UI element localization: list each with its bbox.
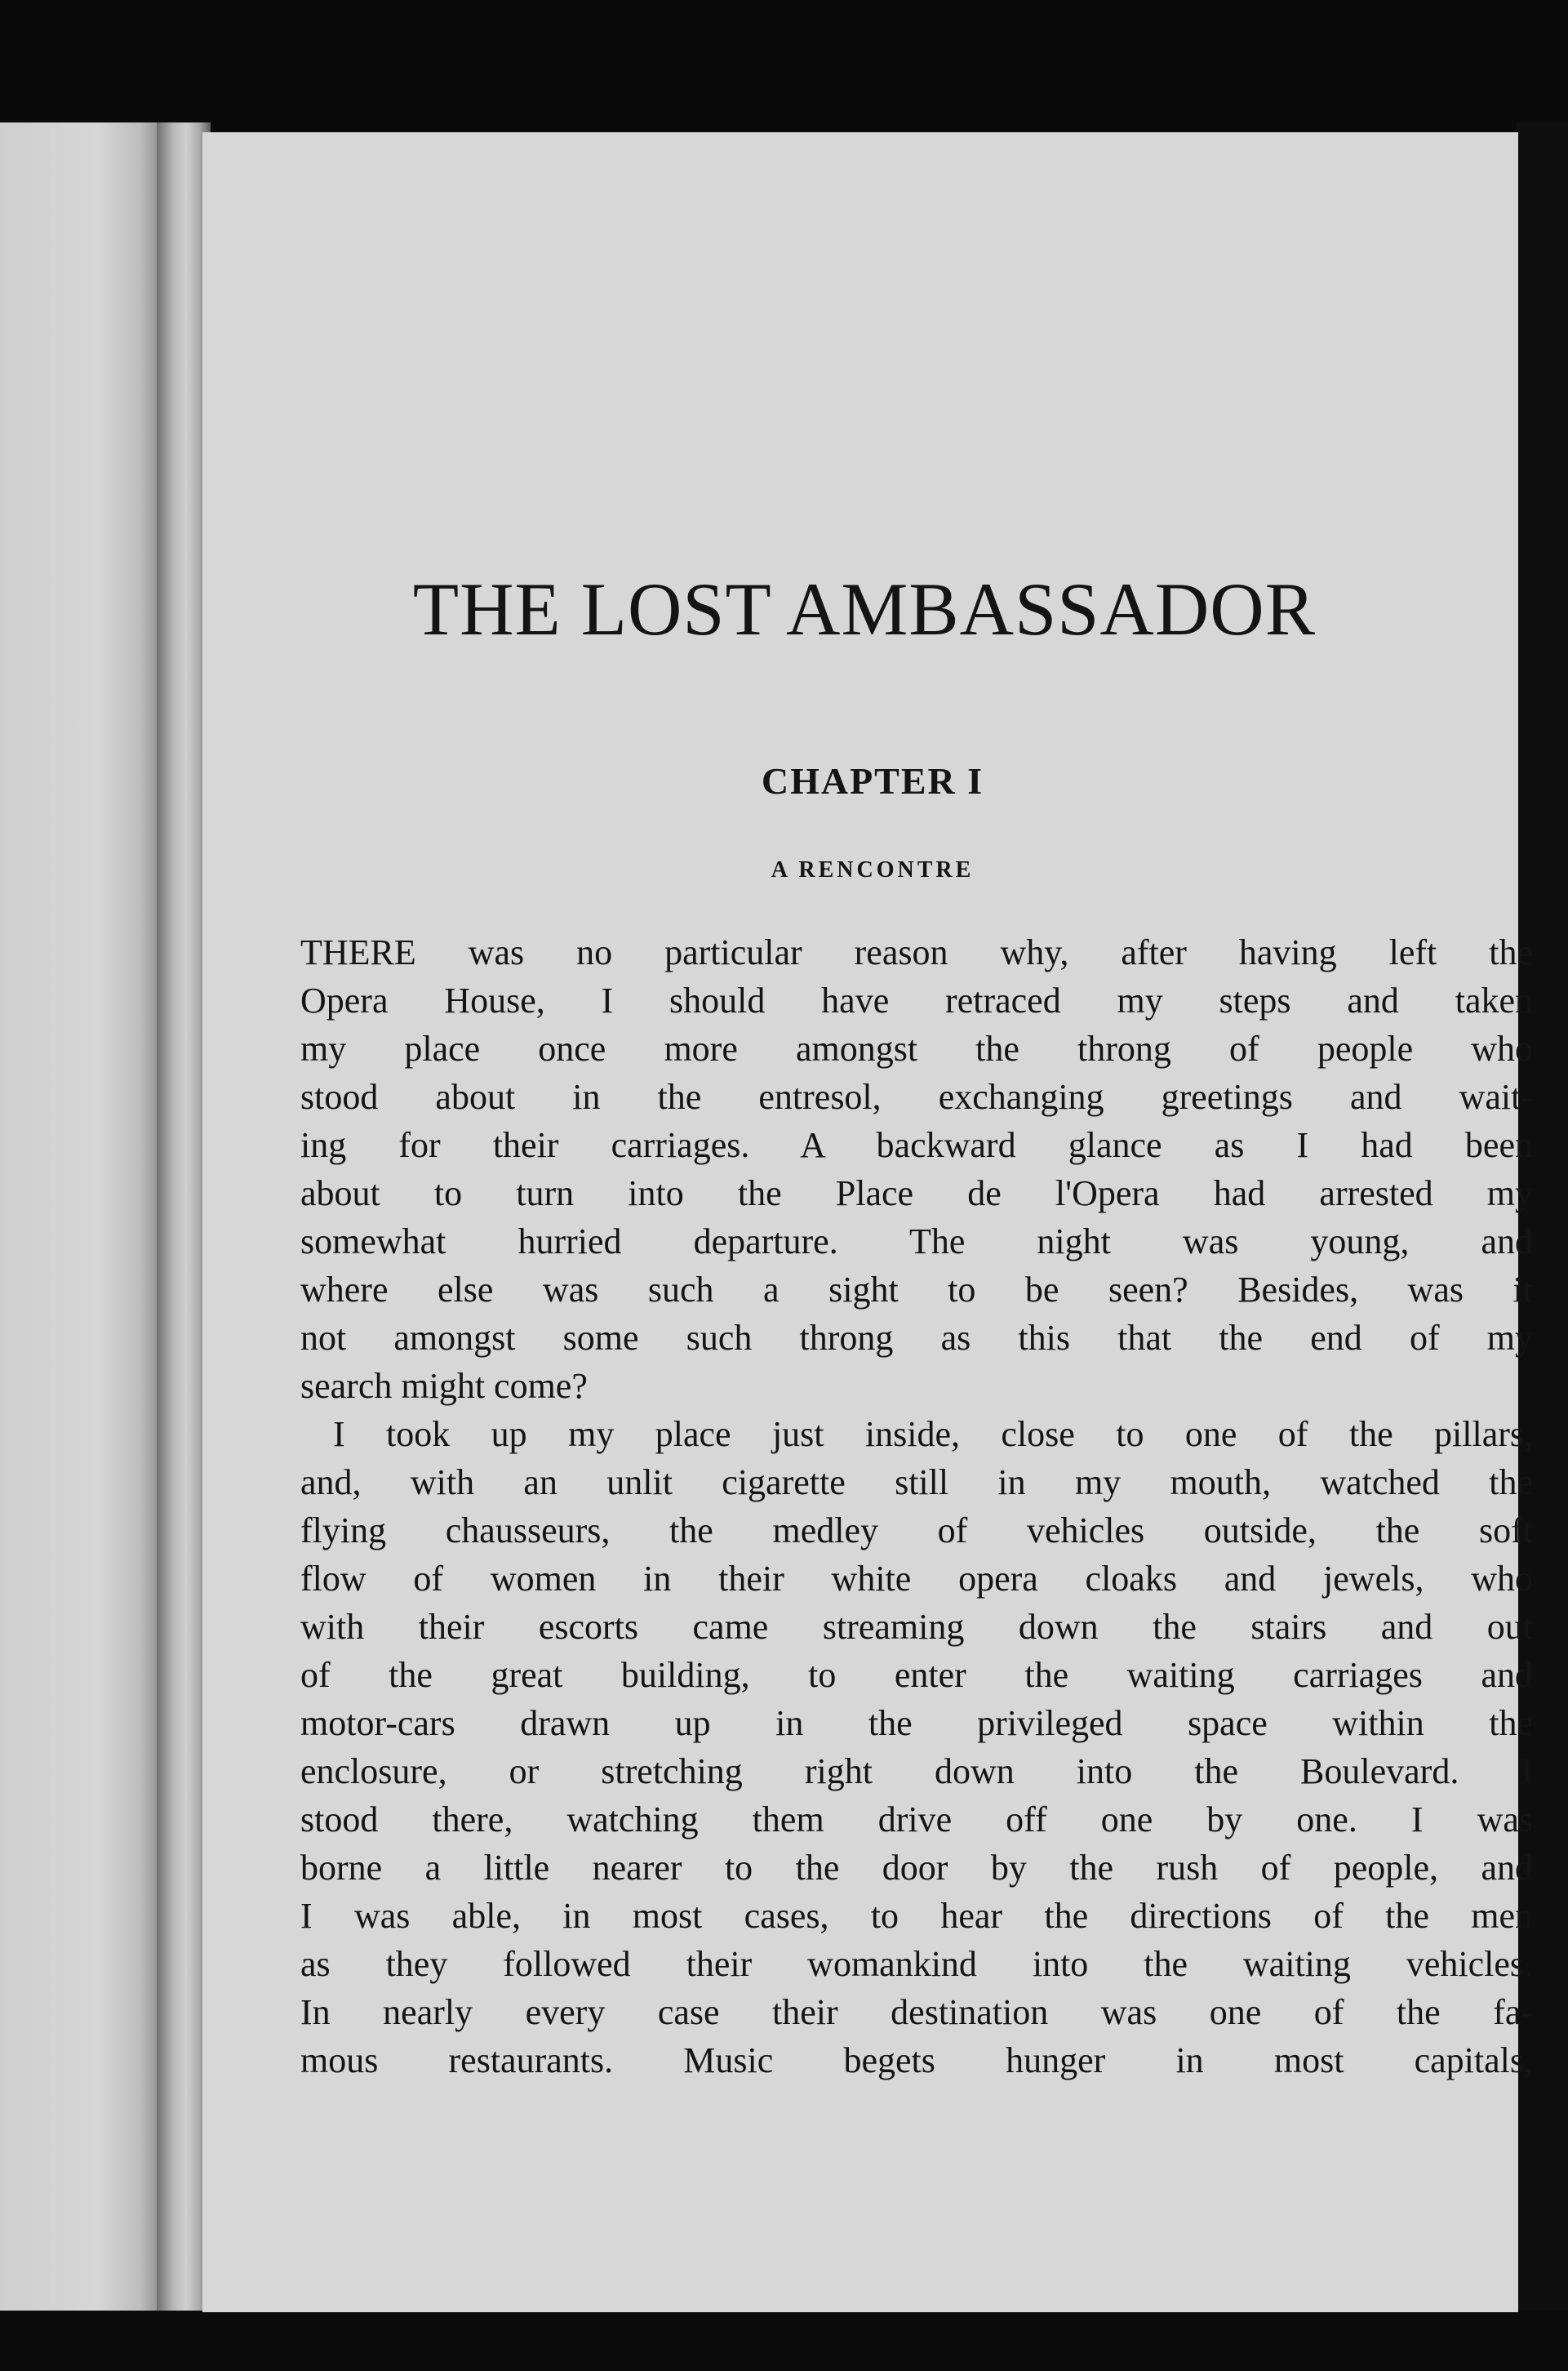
- text-line: search might come?: [300, 1366, 588, 1406]
- chapter-subtitle: A RENCONTRE: [771, 857, 975, 883]
- text-line: of the great building, to enter the waiting carriages and: [300, 1655, 1533, 1695]
- text-line: and, with an unlit cigarette still in my mouth, watched the: [300, 1462, 1533, 1502]
- text-line: about to turn into the Place de l'Opera had arrested my: [300, 1173, 1533, 1213]
- chapter-heading: CHAPTER I: [761, 760, 984, 802]
- text-line: In nearly every case their destination was one of the fa-: [300, 1992, 1533, 2032]
- text-line: stood about in the entresol, exchanging greetings and wait-: [300, 1077, 1533, 1117]
- text-line: my place once more amongst the throng of people who: [300, 1029, 1533, 1069]
- scan-top-border: [0, 0, 1568, 131]
- book-page: [202, 132, 1533, 2312]
- text-line: not amongst some such throng as this that the end of my: [300, 1318, 1533, 1358]
- text-line: Opera House, I should have retraced my steps and taken: [300, 981, 1533, 1021]
- chapter-body: [300, 928, 1533, 2084]
- text-line: flow of women in their white opera cloaks and jewels, who: [300, 1559, 1533, 1599]
- text-line: somewhat hurried departure. The night was young, and: [300, 1221, 1533, 1261]
- text-line: I was able, in most cases, to hear the directions of the men: [300, 1896, 1533, 1936]
- text-line: THERE was no particular reason why, after having left the: [300, 932, 1533, 972]
- text-line: where else was such a sight to be seen? Besides, was it: [300, 1270, 1533, 1310]
- text-line: I took up my place just inside, close to one of the pillars,: [333, 1414, 1533, 1454]
- text-line: as they followed their womankind into the waiting vehicles.: [300, 1944, 1533, 1984]
- book-title: THE LOST AMBASSADOR: [412, 567, 1317, 651]
- text-line: with their escorts came streaming down the stairs and out: [300, 1607, 1533, 1647]
- text-line: stood there, watching them drive off one by one. I was: [300, 1799, 1533, 1839]
- text-line: motor-cars drawn up in the privileged space within the: [300, 1703, 1533, 1743]
- text-line: enclosure, or stretching right down into the Boulevard. I: [300, 1751, 1533, 1791]
- text-line: borne a little nearer to the door by the rush of people, and: [300, 1848, 1533, 1888]
- text-line: ing for their carriages. A backward glance as I had been: [300, 1125, 1533, 1165]
- text-line: mous restaurants. Music begets hunger in most capitals,: [300, 2040, 1533, 2080]
- scan-bottom-border: [0, 2311, 1568, 2371]
- facing-page-edge: [0, 122, 163, 2319]
- text-line: flying chausseurs, the medley of vehicles outside, the soft: [300, 1510, 1533, 1550]
